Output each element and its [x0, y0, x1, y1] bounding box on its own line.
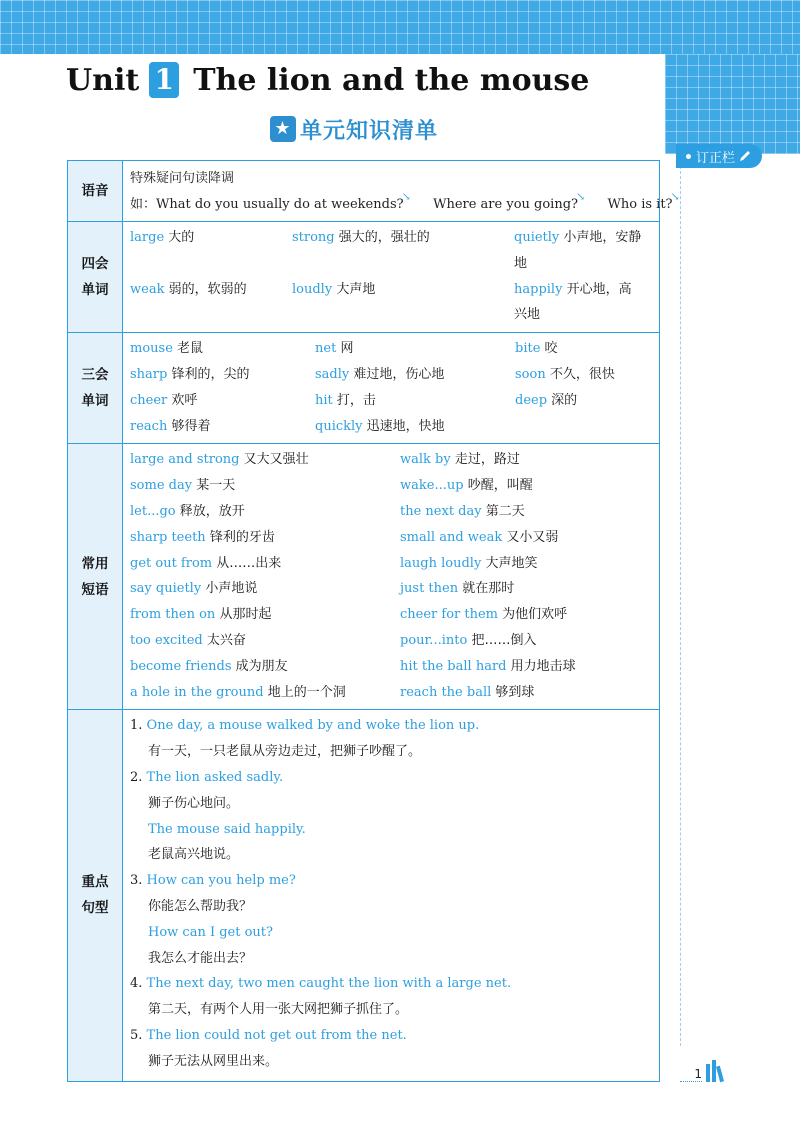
list-item: from then on 从那时起 — [130, 607, 272, 623]
list-item: The mouse said happily. 老鼠高兴地说。 — [148, 821, 306, 863]
page-number: 1 — [680, 1067, 702, 1082]
list-item: bite 咬 — [515, 341, 558, 357]
grammar-prefix: 如： — [130, 197, 157, 212]
grammar-row — [68, 161, 660, 222]
header-pattern-band — [0, 0, 800, 54]
list-item: the next day 第二天 — [400, 503, 525, 519]
unit-title-text: The lion and the mouse — [193, 62, 590, 98]
list-item: quietly 小声地，安静地 — [514, 230, 642, 271]
section-heading — [270, 114, 438, 144]
header-pattern-side — [665, 54, 800, 154]
words3-row — [68, 333, 660, 444]
list-item: reach the ball 够到球 — [400, 684, 535, 700]
example-question-1: What do you usually do at weekends? — [156, 197, 404, 212]
section-title: 单元知识清单 — [300, 118, 439, 144]
list-item: just then 就在那时 — [400, 581, 515, 597]
list-item: say quietly 小声地说 — [130, 581, 258, 597]
list-item: pour...into 把……倒入 — [400, 632, 537, 648]
list-item: How can I get out? 我怎么才能出去？ — [148, 924, 273, 966]
list-item: walk by 走过，路过 — [400, 452, 520, 468]
list-item: weak 弱的，软弱的 — [130, 281, 247, 297]
falling-tone-arrow: ↘ — [576, 190, 586, 203]
grammar-examples — [130, 190, 680, 215]
pencil-icon — [738, 149, 752, 163]
list-item: large 大的 — [130, 230, 195, 245]
words4-list — [123, 222, 659, 332]
list-item: soon 不久，很快 — [515, 366, 615, 382]
list-item: hit the ball hard 用力地击球 — [400, 658, 576, 674]
correction-column — [680, 146, 800, 1046]
list-item: net 网 — [315, 341, 354, 357]
words3-list — [123, 333, 659, 443]
list-item: 2. The lion asked sadly. 狮子伤心地问。 — [130, 769, 284, 811]
phrases-label: 常用 短语 — [68, 444, 123, 710]
list-item: strong 强大的，强壮的 — [292, 230, 430, 245]
correction-tag — [676, 144, 762, 168]
list-item: let...go 释放，放开 — [130, 503, 245, 519]
list-item: mouse 老鼠 — [130, 341, 204, 357]
books-icon — [706, 1060, 722, 1082]
list-item: loudly 大声地 — [292, 281, 376, 297]
words3-label: 三会 单词 — [68, 333, 123, 444]
list-item: hit 打，击 — [315, 392, 376, 408]
list-item: get out from 从……出来 — [130, 555, 282, 571]
list-item: sharp 锋利的，尖的 — [130, 366, 250, 382]
star-icon: ★ — [270, 116, 296, 142]
list-item: large and strong 又大又强壮 — [130, 452, 309, 468]
sentences-row — [68, 710, 660, 1081]
unit-title — [66, 60, 589, 100]
list-item: too excited 太兴奋 — [130, 632, 246, 648]
phrases-list — [123, 444, 659, 709]
list-item: reach 够得着 — [130, 418, 211, 434]
list-item: quickly 迅速地，快地 — [315, 418, 445, 434]
list-item: wake...up 吵醒，叫醒 — [400, 478, 533, 494]
falling-tone-arrow: ↘ — [670, 190, 680, 203]
phrases-row — [68, 444, 660, 710]
grammar-rule: 特殊疑问句读降调 — [130, 171, 235, 186]
list-item: cheer for them 为他们欢呼 — [400, 607, 568, 623]
list-item: sharp teeth 锋利的牙齿 — [130, 529, 275, 545]
list-item: cheer 欢呼 — [130, 392, 198, 408]
example-question-2: Where are you going? — [433, 197, 578, 212]
dot-icon — [686, 154, 691, 159]
list-item: a hole in the ground 地上的一个洞 — [130, 684, 346, 700]
knowledge-table — [67, 160, 680, 1082]
falling-tone-arrow: ↘ — [401, 190, 411, 203]
correction-tag-label: 订正栏 — [695, 150, 735, 166]
list-item: 1. One day, a mouse walked by and woke the lion up. 有一天，一只老鼠从旁边走过，把狮子吵醒了。 — [130, 718, 480, 760]
sentences-list — [123, 710, 659, 1080]
list-item: laugh loudly 大声地笑 — [400, 555, 538, 571]
list-item: happily 开心地，高兴地 — [514, 281, 632, 323]
list-item: 3. How can you help me? 你能怎么帮助我？ — [130, 873, 296, 914]
list-item: 5. The lion could not get out from the net. 狮子无法从网里出来。 — [130, 1027, 407, 1069]
list-item: sadly 难过地，伤心地 — [315, 366, 445, 382]
grammar-label: 语音 — [68, 161, 123, 222]
example-question-3: Who is it? — [607, 197, 673, 212]
page-footer — [680, 1056, 760, 1082]
list-item: small and weak 又小又弱 — [400, 529, 559, 545]
list-item: some day 某一天 — [130, 478, 236, 494]
words4-label: 四会 单词 — [68, 222, 123, 333]
unit-word: Unit — [66, 62, 140, 98]
unit-number-badge: 1 — [149, 62, 179, 98]
list-item: deep 深的 — [515, 392, 578, 408]
list-item — [515, 414, 645, 440]
sentences-label: 重点 句型 — [68, 710, 123, 1081]
list-item: 4. The next day, two men caught the lion with a large net. 第二天，有两个人用一张大网把狮子抓住了。 — [130, 976, 512, 1018]
list-item: become friends 成为朋友 — [130, 658, 288, 674]
words4-row — [68, 222, 660, 333]
